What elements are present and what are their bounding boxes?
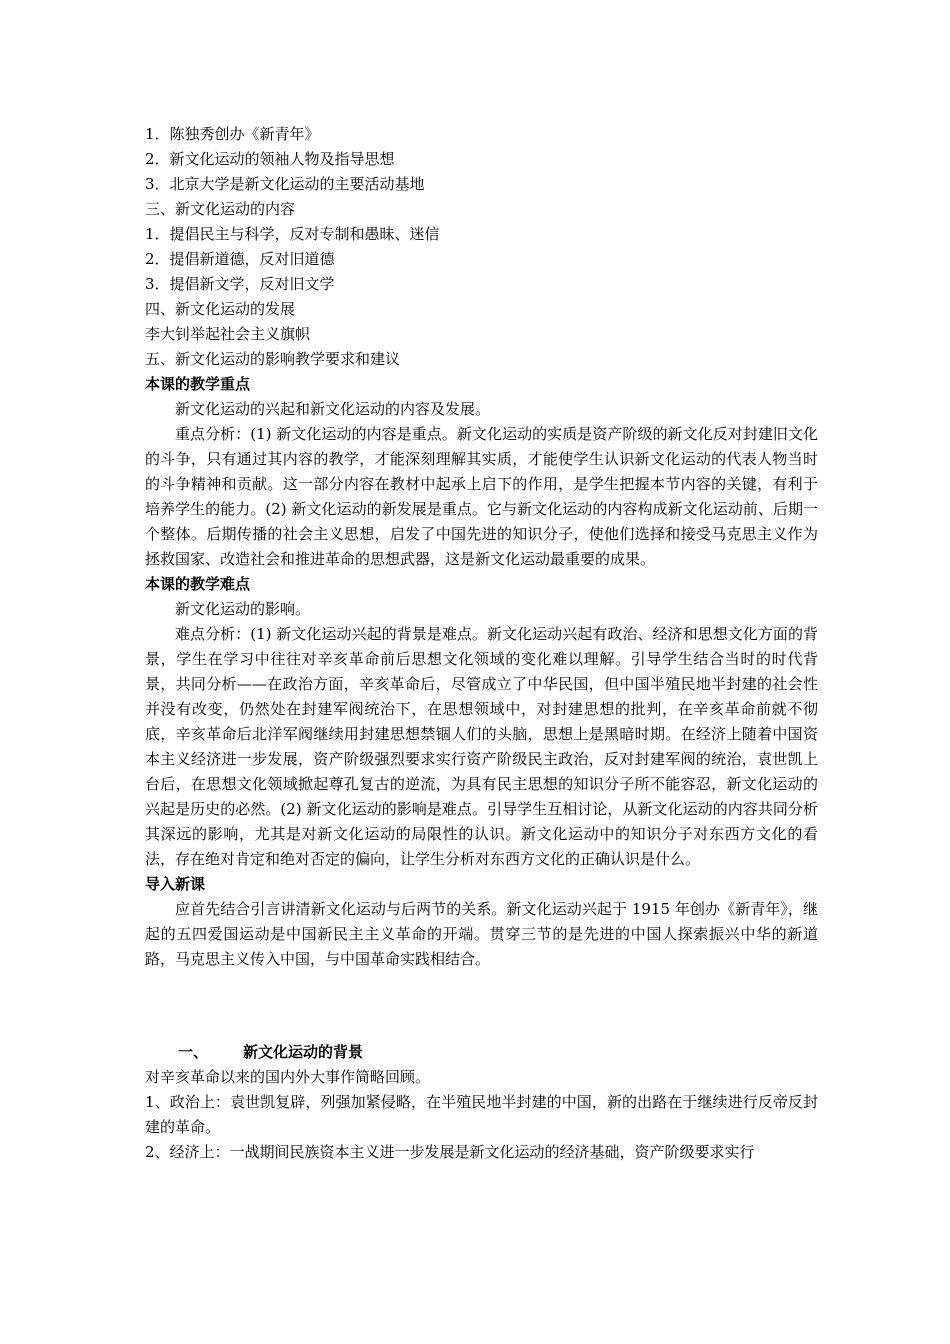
difficulty-summary: 新文化运动的影响。	[175, 600, 311, 618]
difficulty-analysis: 难点分析：(1) 新文化运动兴起的背景是难点。新文化运动兴起有政治、经济和思想文化方面的背景，学生在学习中往往对辛亥革命前后思想文化领域的变化难以理解。引导学生结合当时的时代背景，共同分析——在政治方面，辛亥革命后，尽管成立了中华民国，但中国半殖民地半封建的社会性并没有改变，仍然处在封建军阀统治下，在思想领域中，对封建思想的批判，在辛亥革命前就不彻底，辛亥革命后北洋军阀继续用封建思想禁锢人们的头脑，思想上是黑暗时期。在经济上随着中国资本主义经济进一步发展，资产阶级强烈要求实行资产阶级民主政治，反对封建军阀的统治，袁世凯上台后，在思想文化领域掀起尊孔复古的逆流，为具有民主思想的知识分子所不能容忍，新文化运动的兴起是历史的必然。(2) 新文化运动的影响是难点。引导学生互相讨论，从新文化运动的内容共同分析其深远的影响，尤其是对新文化运动的局限性的认识。新文化运动中的知识分子对东西方文化的看法，存在绝对肯定和绝对否定的偏向，让学生分析对东西方文化的正确认识是什么。	[145, 625, 818, 868]
focus-analysis: 重点分析：(1) 新文化运动的内容是重点。新文化运动的实质是资产阶级的新文化反对封建旧文化的斗争，只有通过其内容的教学，才能深刻理解其实质，才能使学生认识新文化运动的代表人物当时的斗争精神和贡献。这一部分内容在教材中起承上启下的作用，是学生把握本节内容的关键，有利于培养学生的能力。(2) 新文化运动的新发展是重点。它与新文化运动的内容构成新文化运动前、后期一个整体。后期传播的社会主义思想，启发了中国先进的知识分子，使他们选择和接受马克思主义作为拯救国家、改造社会和推进革命的思想武器，这是新文化运动最重要的成果。	[145, 425, 818, 568]
outline-item: 3．提倡新文学，反对旧文学	[145, 275, 335, 293]
section-title: 新文化运动的背景	[243, 1043, 364, 1061]
difficulty-heading: 本课的教学难点	[145, 575, 251, 593]
outline-item: 2．提倡新道德，反对旧道德	[145, 250, 335, 268]
outline-item: 李大钊举起社会主义旗帜	[145, 325, 311, 343]
outline-item: 四、新文化运动的发展	[145, 300, 296, 318]
outline-item: 3．北京大学是新文化运动的主要活动基地	[145, 175, 425, 193]
focus-heading: 本课的教学重点	[145, 375, 251, 393]
outline-item: 五、新文化运动的影响教学要求和建议	[145, 350, 401, 368]
intro-heading: 导入新课	[145, 875, 206, 893]
section-heading	[145, 1040, 818, 1065]
outline-item: 2．新文化运动的领袖人物及指导思想	[145, 150, 395, 168]
section-number: 一、	[178, 1043, 209, 1061]
outline-item: 三、新文化运动的内容	[145, 200, 296, 218]
intro-text: 应首先结合引言讲清新文化运动与后两节的关系。新文化运动兴起于 1915 年创办《新青年》，继起的五四爱国运动是中国新民主主义革命的开端。贯穿三节的是先进的中国人探索振兴中华的新道路，马克思主义传入中国，与中国革命实践相结合。	[145, 900, 818, 968]
outline-item: 1．提倡民主与科学，反对专制和愚昧、迷信	[145, 225, 440, 243]
section-point: 2、经济上：一战期间民族资本主义进一步发展是新文化运动的经济基础，资产阶级要求实行	[145, 1143, 755, 1161]
focus-summary: 新文化运动的兴起和新文化运动的内容及发展。	[175, 400, 491, 418]
section-lead: 对辛亥革命以来的国内外大事作简略回顾。	[145, 1068, 431, 1086]
outline-list	[145, 122, 818, 372]
outline-item: 1．陈独秀创办《新青年》	[145, 125, 320, 143]
spacer	[145, 972, 818, 1040]
section-point: 1、政治上：袁世凯复辟，列强加紧侵略，在半殖民地半封建的中国，新的出路在于继续进行反帝反封建的革命。	[145, 1093, 818, 1136]
